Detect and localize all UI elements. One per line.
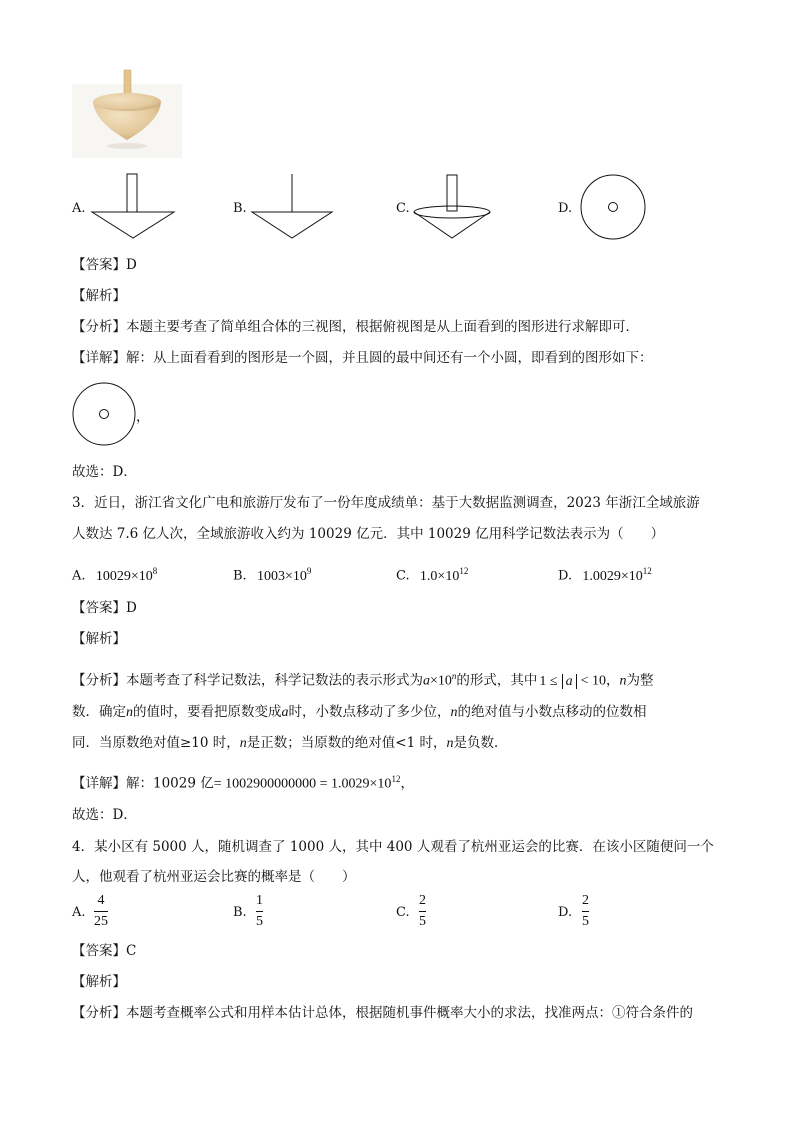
denominator: 25 — [94, 914, 108, 929]
q4-fenxi-line — [72, 1004, 693, 1022]
var-n: n — [239, 736, 247, 751]
q3-option-a[interactable] — [72, 562, 157, 586]
option-mantissa: 1.0029×10 — [582, 568, 643, 584]
xiangjie-equation: = 1002900000000 = 1.0029×10 — [213, 776, 392, 792]
q2-xiangjie-line — [72, 349, 653, 367]
formula-a: a — [423, 673, 430, 689]
option-letter: B. — [233, 568, 247, 584]
fenxi-text: 本题考查了科学记数法，科学记数法的表示形式为 — [126, 672, 423, 689]
q3-option-c[interactable] — [396, 562, 468, 586]
q3-analysis-tag: 【解析】 — [72, 631, 126, 647]
answer-value: D — [126, 600, 137, 616]
answer-tag: 【答案】 — [72, 257, 126, 273]
option-letter: C. — [396, 568, 410, 584]
q4-option-a-fraction[interactable] — [94, 893, 108, 930]
fenxi-text: 的形式，其中 — [456, 672, 538, 689]
q3-fenxi-line1 — [72, 667, 654, 691]
q2-option-c-figure[interactable] — [412, 170, 512, 250]
q2-option-b-label[interactable]: B. — [233, 201, 247, 216]
numerator: 2 — [582, 893, 589, 908]
xiangjie-end: ， — [400, 775, 414, 792]
fenxi-text: 数．确定 — [72, 704, 126, 720]
numerator: 1 — [256, 893, 263, 908]
answer-value: C — [126, 943, 137, 959]
ineq-left: 1 ≤ — [539, 673, 558, 689]
q2-figure-comma: ， — [136, 409, 150, 425]
denominator: 5 — [256, 914, 263, 929]
fraction-bar — [419, 911, 426, 912]
fenxi-text: 时，小数点移动了多少位， — [288, 704, 451, 720]
q2-option-c-label[interactable]: C. — [396, 201, 410, 216]
fenxi-text: 本题考查概率公式和用样本估计总体，根据随机事件概率大小的求法，找准两点：①符合条件的 — [126, 1005, 693, 1021]
option-mantissa: 1.0×10 — [419, 568, 460, 584]
q4-option-c-label[interactable]: C. — [396, 905, 410, 920]
q2-option-d-figure[interactable] — [580, 174, 660, 254]
denominator: 5 — [419, 914, 426, 929]
q2-option-b-figure[interactable] — [252, 170, 352, 250]
q4-option-a-label[interactable]: A. — [72, 905, 86, 920]
denominator: 5 — [582, 914, 589, 929]
q2-option-d-label[interactable]: D. — [558, 201, 573, 216]
xiangjie-tag: 【详解】 — [72, 350, 126, 366]
var-n: n — [126, 705, 133, 720]
answer-tag: 【答案】 — [72, 600, 126, 616]
q2-guxuan: 故选：D． — [72, 464, 137, 480]
fenxi-text: ， — [606, 672, 620, 689]
q4-answer-line — [72, 942, 136, 960]
fraction-bar — [256, 911, 263, 912]
q4-option-d-label[interactable]: D. — [558, 905, 573, 920]
q3-option-d[interactable] — [558, 562, 652, 586]
var-n: n — [619, 673, 627, 689]
xiangjie-text: 解：10029 亿 — [126, 775, 214, 792]
q4-stem-line1: 4．某小区有 5000 人，随机调查了 1000 人，其中 400 人观看了杭州亚运会的比赛．在该小区随便问一个 — [72, 839, 714, 855]
var-n: n — [450, 705, 458, 720]
q3-stem-line2: 人数达 7.6 亿人次，全域旅游收入约为 10029 亿元．其中 10029 亿用科学记数法表示为（ ） — [72, 526, 665, 542]
option-exponent: 8 — [152, 566, 158, 576]
ineq-abs-a: a — [562, 674, 577, 689]
formula-times-ten: ×10 — [430, 673, 452, 689]
fenxi-text: 同．当原数绝对值≥10 时， — [72, 735, 240, 751]
q3-fenxi-line3 — [72, 734, 507, 753]
q3-stem-line1: 3．近日，浙江省文化广电和旅游厅发布了一份年度成绩单：基于大数据监测调查，2023 年浙江全域旅游 — [72, 495, 700, 511]
option-letter: D. — [558, 568, 573, 584]
var-n: n — [446, 736, 454, 751]
xiangjie-text: 解：从上面看看到的图形是一个圆，并且圆的最中间还有一个小圆，即看到的图形如下： — [126, 350, 653, 366]
fenxi-text: 为整 — [626, 672, 654, 689]
q2-fenxi-line — [72, 318, 639, 336]
fenxi-text: 是正数；当原数的绝对值<1 时， — [246, 735, 447, 751]
q2-option-a-figure[interactable] — [90, 170, 190, 250]
option-letter: A. — [72, 568, 86, 584]
q4-option-c-fraction[interactable] — [419, 893, 426, 930]
q4-option-b-label[interactable]: B. — [233, 905, 247, 920]
fenxi-tag: 【分析】 — [72, 672, 126, 689]
formula-exp-n: n — [451, 671, 457, 681]
fenxi-text: 的绝对值与小数点移动的位数相 — [457, 704, 647, 720]
q3-guxuan: 故选：D． — [72, 807, 137, 823]
fenxi-tag: 【分析】 — [72, 319, 126, 335]
answer-value: D — [126, 257, 137, 273]
answer-tag: 【答案】 — [72, 943, 126, 959]
xiangjie-tag: 【详解】 — [72, 775, 126, 792]
q4-stem-line2: 人，他观看了杭州亚运会比赛的概率是（ ） — [72, 869, 356, 885]
q2-answer-line — [72, 256, 137, 274]
fenxi-text: 本题主要考查了简单组合体的三视图，根据俯视图是从上面看到的图形进行求解即可． — [126, 319, 639, 335]
q2-option-a-label[interactable]: A. — [72, 201, 86, 216]
fraction-bar — [582, 911, 589, 912]
fenxi-text: 的值时，要看把原数变成 — [133, 704, 282, 720]
q4-option-d-fraction[interactable] — [582, 893, 589, 930]
option-exponent: 12 — [642, 566, 652, 576]
fenxi-tag: 【分析】 — [72, 1005, 126, 1021]
var-a: a — [281, 705, 289, 720]
ineq-right: < 10 — [580, 673, 606, 689]
q2-analysis-tag: 【解析】 — [72, 288, 126, 304]
q4-analysis-tag: 【解析】 — [72, 974, 126, 990]
option-mantissa: 10029×10 — [95, 568, 153, 584]
numerator: 2 — [419, 893, 426, 908]
q4-option-b-fraction[interactable] — [256, 893, 263, 930]
option-exponent: 9 — [306, 566, 312, 576]
option-mantissa: 1003×10 — [256, 568, 307, 584]
q3-fenxi-line2 — [72, 703, 647, 722]
xiangjie-exponent: 12 — [391, 774, 401, 784]
option-exponent: 12 — [459, 566, 469, 576]
numerator: 4 — [97, 893, 105, 908]
q3-answer-line — [72, 599, 137, 617]
q3-option-b[interactable] — [233, 562, 311, 586]
fraction-bar — [94, 911, 108, 912]
fenxi-text: 是负数． — [453, 735, 508, 751]
q3-xiangjie-line — [72, 770, 414, 794]
